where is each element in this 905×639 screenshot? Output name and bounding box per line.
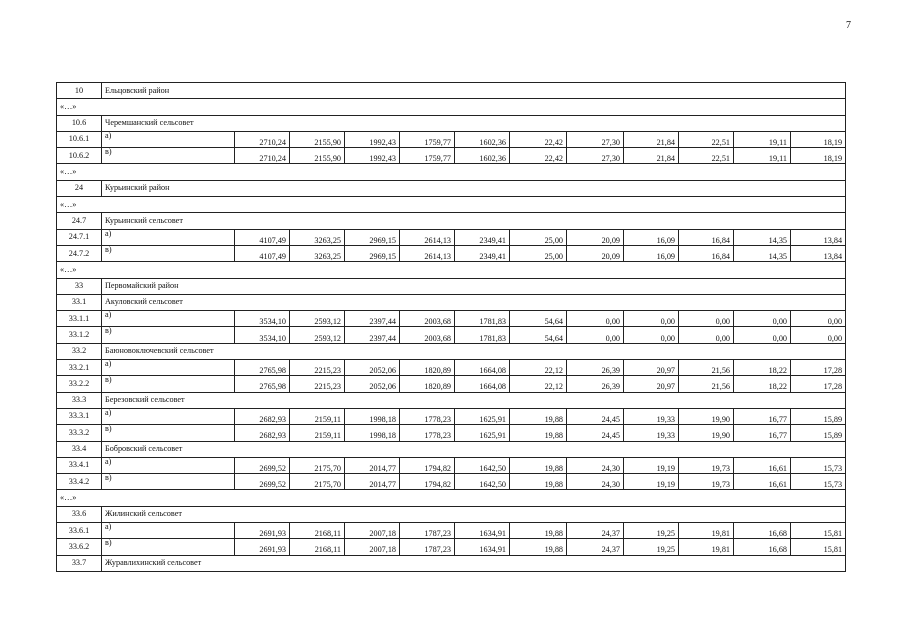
value-cell: 18,19 xyxy=(791,131,846,147)
value-cell: 19,33 xyxy=(624,408,679,424)
section-row xyxy=(57,180,846,196)
value-cell: 15,73 xyxy=(791,474,846,490)
value-cell: 1794,82 xyxy=(400,474,455,490)
value-cell: 13,84 xyxy=(791,245,846,261)
section-row xyxy=(57,83,846,99)
value-cell: 2052,06 xyxy=(345,360,400,376)
value-cell: 1787,23 xyxy=(400,539,455,555)
value-cell: 19,88 xyxy=(510,523,567,539)
value-cell: 27,30 xyxy=(567,148,624,164)
omission-mark: «…» xyxy=(57,490,846,506)
value-cell: 2007,18 xyxy=(345,523,400,539)
value-cell: 2003,68 xyxy=(400,327,455,343)
value-cell: 4107,49 xyxy=(235,229,290,245)
value-cell: 24,37 xyxy=(567,539,624,555)
row-code: 33.6.1 xyxy=(57,523,102,539)
value-cell: 3534,10 xyxy=(235,311,290,327)
value-cell: 1634,91 xyxy=(455,539,510,555)
value-cell: 1664,08 xyxy=(455,376,510,392)
value-cell: 19,88 xyxy=(510,425,567,441)
value-cell: 21,84 xyxy=(624,148,679,164)
row-subitem: а) xyxy=(102,131,235,147)
row-code: 10.6 xyxy=(57,115,102,131)
value-cell: 2215,23 xyxy=(290,360,345,376)
row-subitem: а) xyxy=(102,229,235,245)
tariff-table-container xyxy=(56,82,841,572)
section-name: Первомайский район xyxy=(102,278,846,294)
value-cell: 16,68 xyxy=(734,539,791,555)
value-cell: 2614,13 xyxy=(400,245,455,261)
data-row xyxy=(57,457,846,473)
value-cell: 2765,98 xyxy=(235,360,290,376)
value-cell: 0,00 xyxy=(679,327,734,343)
row-code: 33.3 xyxy=(57,392,102,408)
value-cell: 16,09 xyxy=(624,245,679,261)
row-code: 33.3.2 xyxy=(57,425,102,441)
value-cell: 1642,50 xyxy=(455,457,510,473)
row-subitem: в) xyxy=(102,376,235,392)
value-cell: 3263,25 xyxy=(290,229,345,245)
value-cell: 22,51 xyxy=(679,131,734,147)
data-row xyxy=(57,327,846,343)
value-cell: 2397,44 xyxy=(345,327,400,343)
row-code: 24.7 xyxy=(57,213,102,229)
value-cell: 1759,77 xyxy=(400,131,455,147)
value-cell: 22,51 xyxy=(679,148,734,164)
row-code: 10.6.2 xyxy=(57,148,102,164)
value-cell: 2014,77 xyxy=(345,474,400,490)
row-code: 33.1.2 xyxy=(57,327,102,343)
value-cell: 27,30 xyxy=(567,131,624,147)
value-cell: 15,89 xyxy=(791,425,846,441)
row-code: 10 xyxy=(57,83,102,99)
omission-mark: «…» xyxy=(57,262,846,278)
value-cell: 21,56 xyxy=(679,376,734,392)
value-cell: 2710,24 xyxy=(235,131,290,147)
data-row xyxy=(57,539,846,555)
value-cell: 54,64 xyxy=(510,311,567,327)
value-cell: 2175,70 xyxy=(290,457,345,473)
value-cell: 26,39 xyxy=(567,360,624,376)
row-subitem: в) xyxy=(102,245,235,261)
section-row xyxy=(57,506,846,522)
value-cell: 2014,77 xyxy=(345,457,400,473)
data-row xyxy=(57,474,846,490)
row-code: 33.4.2 xyxy=(57,474,102,490)
row-subitem: в) xyxy=(102,148,235,164)
section-row xyxy=(57,115,846,131)
value-cell: 13,84 xyxy=(791,229,846,245)
value-cell: 21,84 xyxy=(624,131,679,147)
value-cell: 1602,36 xyxy=(455,148,510,164)
section-name: Журавлихинский сельсовет xyxy=(102,555,846,571)
section-name: Жилинский сельсовет xyxy=(102,506,846,522)
section-name: Курьинский сельсовет xyxy=(102,213,846,229)
value-cell: 16,77 xyxy=(734,425,791,441)
value-cell: 1998,18 xyxy=(345,408,400,424)
section-row xyxy=(57,555,846,571)
value-cell: 26,39 xyxy=(567,376,624,392)
page-number: 7 xyxy=(846,20,851,31)
row-code: 33.4 xyxy=(57,441,102,457)
row-subitem: а) xyxy=(102,457,235,473)
section-name: Курьинский район xyxy=(102,180,846,196)
value-cell: 19,88 xyxy=(510,457,567,473)
omission-row xyxy=(57,164,846,180)
value-cell: 2691,93 xyxy=(235,539,290,555)
section-name: Черемшанский сельсовет xyxy=(102,115,846,131)
value-cell: 1998,18 xyxy=(345,425,400,441)
value-cell: 2969,15 xyxy=(345,229,400,245)
value-cell: 22,42 xyxy=(510,148,567,164)
value-cell: 19,25 xyxy=(624,539,679,555)
value-cell: 19,88 xyxy=(510,474,567,490)
data-row xyxy=(57,408,846,424)
value-cell: 16,61 xyxy=(734,457,791,473)
value-cell: 0,00 xyxy=(624,327,679,343)
value-cell: 4107,49 xyxy=(235,245,290,261)
section-name: Бобровский сельсовет xyxy=(102,441,846,457)
value-cell: 18,22 xyxy=(734,360,791,376)
section-name: Березовский сельсовет xyxy=(102,392,846,408)
value-cell: 1794,82 xyxy=(400,457,455,473)
value-cell: 2691,93 xyxy=(235,523,290,539)
value-cell: 16,68 xyxy=(734,523,791,539)
value-cell: 20,09 xyxy=(567,229,624,245)
value-cell: 1642,50 xyxy=(455,474,510,490)
value-cell: 2003,68 xyxy=(400,311,455,327)
row-subitem: в) xyxy=(102,539,235,555)
value-cell: 19,90 xyxy=(679,425,734,441)
value-cell: 15,89 xyxy=(791,408,846,424)
value-cell: 0,00 xyxy=(679,311,734,327)
value-cell: 24,30 xyxy=(567,457,624,473)
value-cell: 0,00 xyxy=(567,311,624,327)
row-code: 33.6 xyxy=(57,506,102,522)
data-row xyxy=(57,229,846,245)
value-cell: 24,45 xyxy=(567,425,624,441)
value-cell: 2155,90 xyxy=(290,131,345,147)
row-code: 24 xyxy=(57,180,102,196)
omission-row xyxy=(57,99,846,115)
row-subitem: а) xyxy=(102,523,235,539)
row-code: 33.2 xyxy=(57,343,102,359)
value-cell: 22,12 xyxy=(510,360,567,376)
row-code: 33.6.2 xyxy=(57,539,102,555)
row-subitem: в) xyxy=(102,474,235,490)
value-cell: 1992,43 xyxy=(345,148,400,164)
value-cell: 0,00 xyxy=(734,311,791,327)
value-cell: 24,45 xyxy=(567,408,624,424)
value-cell: 15,73 xyxy=(791,457,846,473)
row-code: 33.7 xyxy=(57,555,102,571)
value-cell: 16,09 xyxy=(624,229,679,245)
value-cell: 2007,18 xyxy=(345,539,400,555)
value-cell: 22,42 xyxy=(510,131,567,147)
value-cell: 19,88 xyxy=(510,539,567,555)
section-row xyxy=(57,441,846,457)
value-cell: 1625,91 xyxy=(455,425,510,441)
value-cell: 2349,41 xyxy=(455,229,510,245)
value-cell: 25,00 xyxy=(510,229,567,245)
data-row xyxy=(57,245,846,261)
section-row xyxy=(57,278,846,294)
value-cell: 15,81 xyxy=(791,523,846,539)
value-cell: 2175,70 xyxy=(290,474,345,490)
value-cell: 14,35 xyxy=(734,229,791,245)
value-cell: 24,30 xyxy=(567,474,624,490)
value-cell: 16,84 xyxy=(679,245,734,261)
value-cell: 1781,83 xyxy=(455,311,510,327)
omission-row xyxy=(57,197,846,213)
row-code: 33.1.1 xyxy=(57,311,102,327)
row-code: 33 xyxy=(57,278,102,294)
value-cell: 0,00 xyxy=(624,311,679,327)
value-cell: 19,19 xyxy=(624,457,679,473)
value-cell: 2969,15 xyxy=(345,245,400,261)
value-cell: 1759,77 xyxy=(400,148,455,164)
value-cell: 1602,36 xyxy=(455,131,510,147)
value-cell: 2593,12 xyxy=(290,327,345,343)
value-cell: 2052,06 xyxy=(345,376,400,392)
value-cell: 2699,52 xyxy=(235,457,290,473)
row-code: 33.4.1 xyxy=(57,457,102,473)
value-cell: 18,22 xyxy=(734,376,791,392)
data-row xyxy=(57,148,846,164)
value-cell: 2168,11 xyxy=(290,539,345,555)
value-cell: 1787,23 xyxy=(400,523,455,539)
value-cell: 1625,91 xyxy=(455,408,510,424)
value-cell: 19,11 xyxy=(734,131,791,147)
row-subitem: в) xyxy=(102,425,235,441)
data-row xyxy=(57,311,846,327)
omission-mark: «…» xyxy=(57,99,846,115)
value-cell: 19,88 xyxy=(510,408,567,424)
value-cell: 19,81 xyxy=(679,539,734,555)
section-row xyxy=(57,392,846,408)
value-cell: 2159,11 xyxy=(290,425,345,441)
row-code: 24.7.1 xyxy=(57,229,102,245)
section-row xyxy=(57,213,846,229)
value-cell: 19,73 xyxy=(679,474,734,490)
omission-row xyxy=(57,490,846,506)
omission-mark: «…» xyxy=(57,164,846,180)
value-cell: 1820,89 xyxy=(400,376,455,392)
value-cell: 1634,91 xyxy=(455,523,510,539)
value-cell: 1781,83 xyxy=(455,327,510,343)
data-row xyxy=(57,131,846,147)
data-row xyxy=(57,376,846,392)
tariff-table xyxy=(56,82,846,572)
value-cell: 2614,13 xyxy=(400,229,455,245)
value-cell: 54,64 xyxy=(510,327,567,343)
value-cell: 24,37 xyxy=(567,523,624,539)
data-row xyxy=(57,425,846,441)
omission-row xyxy=(57,262,846,278)
value-cell: 1778,23 xyxy=(400,425,455,441)
value-cell: 1820,89 xyxy=(400,360,455,376)
section-name: Акуловский сельсовет xyxy=(102,294,846,310)
value-cell: 19,33 xyxy=(624,425,679,441)
value-cell: 2710,24 xyxy=(235,148,290,164)
value-cell: 1664,08 xyxy=(455,360,510,376)
section-row xyxy=(57,294,846,310)
row-code: 33.2.1 xyxy=(57,360,102,376)
value-cell: 2215,23 xyxy=(290,376,345,392)
value-cell: 15,81 xyxy=(791,539,846,555)
value-cell: 3534,10 xyxy=(235,327,290,343)
value-cell: 25,00 xyxy=(510,245,567,261)
value-cell: 0,00 xyxy=(791,327,846,343)
value-cell: 19,90 xyxy=(679,408,734,424)
value-cell: 14,35 xyxy=(734,245,791,261)
value-cell: 19,81 xyxy=(679,523,734,539)
value-cell: 17,28 xyxy=(791,360,846,376)
value-cell: 18,19 xyxy=(791,148,846,164)
value-cell: 19,73 xyxy=(679,457,734,473)
row-code: 33.2.2 xyxy=(57,376,102,392)
value-cell: 0,00 xyxy=(791,311,846,327)
value-cell: 0,00 xyxy=(567,327,624,343)
value-cell: 2593,12 xyxy=(290,311,345,327)
value-cell: 20,97 xyxy=(624,376,679,392)
value-cell: 16,61 xyxy=(734,474,791,490)
data-row xyxy=(57,360,846,376)
section-row xyxy=(57,343,846,359)
value-cell: 2349,41 xyxy=(455,245,510,261)
value-cell: 3263,25 xyxy=(290,245,345,261)
value-cell: 2682,93 xyxy=(235,425,290,441)
value-cell: 0,00 xyxy=(734,327,791,343)
value-cell: 16,77 xyxy=(734,408,791,424)
value-cell: 20,97 xyxy=(624,360,679,376)
value-cell: 2699,52 xyxy=(235,474,290,490)
value-cell: 21,56 xyxy=(679,360,734,376)
value-cell: 1992,43 xyxy=(345,131,400,147)
row-subitem: в) xyxy=(102,327,235,343)
value-cell: 22,12 xyxy=(510,376,567,392)
omission-mark: «…» xyxy=(57,197,846,213)
value-cell: 2155,90 xyxy=(290,148,345,164)
value-cell: 2397,44 xyxy=(345,311,400,327)
value-cell: 19,11 xyxy=(734,148,791,164)
value-cell: 2682,93 xyxy=(235,408,290,424)
value-cell: 19,25 xyxy=(624,523,679,539)
row-subitem: а) xyxy=(102,360,235,376)
value-cell: 2765,98 xyxy=(235,376,290,392)
row-code: 10.6.1 xyxy=(57,131,102,147)
value-cell: 2168,11 xyxy=(290,523,345,539)
row-code: 24.7.2 xyxy=(57,245,102,261)
row-subitem: а) xyxy=(102,408,235,424)
row-code: 33.3.1 xyxy=(57,408,102,424)
value-cell: 19,19 xyxy=(624,474,679,490)
data-row xyxy=(57,523,846,539)
value-cell: 1778,23 xyxy=(400,408,455,424)
table-body xyxy=(57,83,846,572)
section-name: Баюновоключевский сельсовет xyxy=(102,343,846,359)
row-subitem: а) xyxy=(102,311,235,327)
value-cell: 17,28 xyxy=(791,376,846,392)
value-cell: 2159,11 xyxy=(290,408,345,424)
section-name: Ельцовский район xyxy=(102,83,846,99)
value-cell: 20,09 xyxy=(567,245,624,261)
row-code: 33.1 xyxy=(57,294,102,310)
value-cell: 16,84 xyxy=(679,229,734,245)
